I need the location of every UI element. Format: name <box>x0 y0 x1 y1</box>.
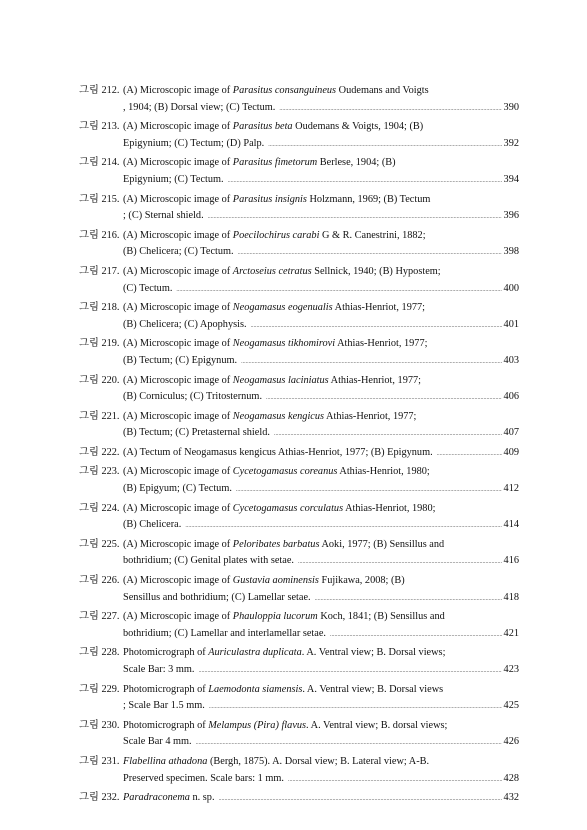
caption-line <box>123 698 519 716</box>
dot-leader <box>196 735 502 752</box>
caption-line <box>123 300 519 317</box>
figure-number: 그림 227. <box>79 611 120 623</box>
caption-text: Athias-Henriot, 1977; <box>324 410 417 422</box>
caption-text: Athias-Henriot, 1980; <box>343 502 436 514</box>
caption-text: (A) Microscopic image of <box>123 121 233 133</box>
species-name: Flabellina athadona <box>123 755 208 767</box>
figure-caption <box>123 682 519 716</box>
caption-text: (B) Chelicera; (C) Tectum. <box>123 246 234 258</box>
figure-entry <box>79 501 519 535</box>
page-number: 416 <box>503 555 519 567</box>
page-number: 401 <box>503 318 519 330</box>
figure-number: 그림 232. <box>79 792 120 804</box>
figure-number: 그림 226. <box>79 575 120 587</box>
caption-text: (A) Microscopic image of <box>123 338 233 350</box>
caption-text: Photomicrograph of <box>123 683 209 695</box>
species-name: Peloribates barbatus <box>232 538 320 550</box>
dot-leader <box>288 772 502 789</box>
figure-number: 그림 230. <box>79 719 120 731</box>
dot-leader <box>437 446 502 463</box>
figure-number: 그림 212. <box>79 85 120 96</box>
page-number: 412 <box>503 483 519 495</box>
figure-entry <box>79 119 519 153</box>
caption-text: bothridium; (C) Genital plates with setae. <box>123 555 295 567</box>
figure-caption <box>123 609 519 643</box>
figure-number: 그림 228. <box>79 647 120 659</box>
figure-caption <box>123 336 519 370</box>
figure-caption <box>123 464 519 498</box>
species-name: Cycetogamasus corculatus <box>232 502 344 514</box>
figure-list <box>79 83 519 810</box>
caption-text: Aoki, 1977; (B) Sensillus and <box>319 538 445 550</box>
page-number: 418 <box>503 591 519 603</box>
dot-leader <box>228 173 502 190</box>
dot-leader <box>208 209 502 226</box>
figure-number: 그림 215. <box>79 193 120 205</box>
figure-number: 그림 219. <box>79 338 120 350</box>
dot-leader <box>315 591 502 608</box>
caption-line <box>123 353 519 371</box>
figure-number: 그림 222. <box>79 446 120 458</box>
figure-caption <box>123 300 519 334</box>
figure-entry <box>79 264 519 298</box>
figure-entry <box>79 682 519 716</box>
caption-text: Photomicrograph of <box>123 647 209 659</box>
caption-line <box>123 264 519 281</box>
caption-line <box>123 501 519 518</box>
page-number: 396 <box>503 210 519 222</box>
caption-text: Epigynium; (C) Tectum. <box>123 173 224 185</box>
caption-text: (B) Epigyum; (C) Tectum. <box>123 483 232 495</box>
figure-caption <box>123 718 519 752</box>
caption-line <box>123 771 519 789</box>
figure-entry <box>79 228 519 262</box>
species-name: Neogamasus kengicus <box>232 410 325 422</box>
caption-text: ; Scale Bar 1.5 mm. <box>123 700 205 712</box>
caption-text: Athias-Henriot, 1977; <box>332 302 426 314</box>
page-number: 414 <box>503 519 519 531</box>
figure-caption <box>123 790 519 808</box>
caption-text: (A) Microscopic image of <box>123 611 233 623</box>
figure-number: 그림 218. <box>79 302 120 314</box>
caption-text: (A) Microscopic image of <box>123 575 233 587</box>
caption-text: . A. Ventral view; B. dorsal views; <box>306 719 448 731</box>
species-name: Neogamasus tikhomirovi <box>232 338 336 350</box>
figure-caption <box>123 228 519 262</box>
dot-leader <box>251 318 502 335</box>
page-number: 407 <box>503 427 519 439</box>
figure-caption <box>123 754 519 788</box>
page-number: 421 <box>503 627 519 639</box>
figure-entry <box>79 790 519 808</box>
figure-number: 그림 221. <box>79 410 120 422</box>
caption-text: Athias-Henriot, 1980; <box>337 466 430 478</box>
caption-line <box>123 682 519 699</box>
caption-text: Koch, 1841; (B) Sensillus and <box>317 611 445 623</box>
species-name: Parasitus insignis <box>232 193 307 205</box>
figure-number: 그림 229. <box>79 683 120 695</box>
caption-text: (B) Chelicera; (C) Apophysis. <box>123 318 247 330</box>
figure-caption <box>123 264 519 298</box>
species-name: Phauloppia lucorum <box>232 611 318 623</box>
dot-leader <box>279 101 501 118</box>
caption-text: (A) Microscopic image of <box>123 466 233 478</box>
caption-text: Scale Bar: 3 mm. <box>123 664 195 675</box>
caption-line <box>123 317 519 335</box>
dot-leader <box>209 699 502 716</box>
caption-text: (A) Microscopic image of <box>123 229 233 241</box>
caption-line <box>123 409 519 426</box>
caption-line <box>123 517 519 535</box>
caption-line <box>123 425 519 443</box>
page-number: 394 <box>503 173 519 185</box>
caption-text: Sensillus and bothridium; (C) Lamellar setae. <box>123 591 311 603</box>
caption-text: (A) Microscopic image of <box>123 302 233 314</box>
caption-line <box>123 208 519 226</box>
figure-number: 그림 225. <box>79 538 120 550</box>
caption-line <box>123 445 519 463</box>
page-number: 426 <box>503 736 519 748</box>
caption-text: (A) Tectum of Neogamasus kengicus Athias-Henriot, 1977; (B) Epigynum. <box>123 446 433 458</box>
figure-entry <box>79 409 519 443</box>
species-name: Parasitus beta <box>232 121 293 133</box>
caption-line <box>123 228 519 245</box>
figure-caption <box>123 501 519 535</box>
caption-line <box>123 790 519 808</box>
caption-line <box>123 481 519 499</box>
caption-text: (A) Microscopic image of <box>123 410 233 422</box>
caption-text: Epigynium; (C) Tectum; (D) Palp. <box>123 137 265 149</box>
figure-caption <box>123 445 519 463</box>
caption-text: (A) Microscopic image of <box>123 538 233 550</box>
caption-text: Fujikawa, 2008; (B) <box>318 575 405 587</box>
page-number: 390 <box>503 101 519 113</box>
figure-entry <box>79 373 519 407</box>
figure-entry <box>79 464 519 498</box>
figure-number: 그림 217. <box>79 265 120 277</box>
page-number: 406 <box>503 391 519 403</box>
caption-text: Sellnick, 1940; (B) Hypostem; <box>311 265 441 277</box>
dot-leader <box>199 663 502 680</box>
species-name: Poecilochirus carabi <box>232 229 320 241</box>
caption-line <box>123 155 519 172</box>
caption-line <box>123 718 519 735</box>
figure-caption <box>123 373 519 407</box>
figure-caption <box>123 119 519 153</box>
caption-text: Oudemans and Voigts <box>336 85 429 96</box>
caption-text: , 1904; (B) Dorsal view; (C) Tectum. <box>123 101 276 113</box>
dot-leader <box>298 554 502 571</box>
caption-text: (A) Microscopic image of <box>123 85 233 96</box>
caption-line <box>123 645 519 662</box>
figure-entry <box>79 609 519 643</box>
figure-number: 그림 214. <box>79 157 120 169</box>
caption-text: Berlese, 1904; (B) <box>317 157 396 169</box>
dot-leader <box>219 791 502 808</box>
figure-entry <box>79 754 519 788</box>
page-number: 392 <box>503 137 519 149</box>
species-name: Laemodonta siamensis <box>208 683 303 695</box>
species-name: Paradraconema <box>123 792 190 804</box>
caption-line <box>123 754 519 771</box>
caption-line <box>123 119 519 136</box>
caption-line <box>123 626 519 644</box>
species-name: Arctoseius cetratus <box>232 265 312 277</box>
caption-line <box>123 734 519 752</box>
caption-line <box>123 336 519 353</box>
figure-caption <box>123 192 519 226</box>
caption-text: n. sp. <box>189 792 215 804</box>
caption-text: (A) Microscopic image of <box>123 502 233 514</box>
figure-caption <box>123 83 519 117</box>
caption-text: Athias-Henriot, 1977; <box>328 374 422 386</box>
figure-entry <box>79 192 519 226</box>
dot-leader <box>241 354 501 371</box>
dot-leader <box>330 627 502 644</box>
figure-caption <box>123 155 519 189</box>
caption-text: (A) Microscopic image of <box>123 193 233 205</box>
figure-number: 그림 213. <box>79 121 120 133</box>
caption-text: (B) Corniculus; (C) Tritosternum. <box>123 391 263 403</box>
caption-line <box>123 244 519 262</box>
species-name: Parasitus fimetorum <box>232 157 318 169</box>
page-number: 409 <box>503 446 519 458</box>
caption-line <box>123 192 519 209</box>
caption-text: (B) Tectum; (C) Epigynum. <box>123 354 238 366</box>
dot-leader <box>236 482 502 499</box>
figure-number: 그림 220. <box>79 374 120 386</box>
figure-number: 그림 231. <box>79 755 120 767</box>
caption-line <box>123 464 519 481</box>
figure-caption <box>123 573 519 607</box>
figure-entry <box>79 300 519 334</box>
page-number: 423 <box>503 664 519 675</box>
page-number: 425 <box>503 700 519 712</box>
caption-text: (Bergh, 1875). A. Dorsal view; B. Lateral view; A-B. <box>207 755 430 767</box>
dot-leader <box>266 390 502 407</box>
caption-text: (B) Tectum; (C) Pretasternal shield. <box>123 427 270 439</box>
species-name: Gustavia aominensis <box>232 575 319 587</box>
caption-line <box>123 172 519 190</box>
caption-line <box>123 83 519 100</box>
caption-text: Scale Bar 4 mm. <box>123 736 192 748</box>
dot-leader <box>238 245 502 262</box>
caption-line <box>123 537 519 554</box>
species-name: Neogamasus eogenualis <box>232 302 333 314</box>
caption-line <box>123 609 519 626</box>
caption-line <box>123 553 519 571</box>
caption-text: (B) Chelicera. <box>123 519 182 531</box>
figure-entry <box>79 537 519 571</box>
caption-line <box>123 389 519 407</box>
page-number: 400 <box>503 282 519 294</box>
caption-line <box>123 373 519 390</box>
caption-text: (C) Tectum. <box>123 282 173 294</box>
caption-text: (A) Microscopic image of <box>123 374 233 386</box>
species-name: Auriculastra duplicata <box>208 647 302 659</box>
caption-text: . A. Ventral view; B. Dorsal views; <box>301 647 446 659</box>
caption-text: Holzmann, 1969; (B) Tectum <box>306 193 431 205</box>
caption-text: Oudemans & Voigts, 1904; (B) <box>292 121 424 133</box>
figure-entry <box>79 573 519 607</box>
figure-entry <box>79 718 519 752</box>
caption-line <box>123 590 519 608</box>
figure-entry <box>79 645 519 679</box>
caption-line <box>123 573 519 590</box>
figure-caption <box>123 537 519 571</box>
figure-entry <box>79 445 519 463</box>
caption-text: G & R. Canestrini, 1882; <box>319 229 426 241</box>
caption-text: (A) Microscopic image of <box>123 265 233 277</box>
figure-number: 그림 223. <box>79 466 120 478</box>
caption-text: (A) Microscopic image of <box>123 157 233 169</box>
page-number: 432 <box>503 792 519 804</box>
caption-line <box>123 136 519 154</box>
caption-line <box>123 662 519 680</box>
page-number: 428 <box>503 772 519 784</box>
figure-entry <box>79 155 519 189</box>
page-number: 403 <box>503 354 519 366</box>
caption-line <box>123 281 519 299</box>
dot-leader <box>268 137 501 154</box>
dot-leader <box>176 282 501 299</box>
dot-leader <box>274 426 502 443</box>
figure-number: 그림 224. <box>79 502 120 514</box>
caption-text: bothridium; (C) Lamellar and interlamellar setae. <box>123 627 327 639</box>
species-name: Neogamasus laciniatus <box>232 374 329 386</box>
species-name: Parasitus consanguineus <box>232 85 337 96</box>
caption-line <box>123 100 519 118</box>
species-name: Melampus (Pira) flavus <box>208 719 307 731</box>
figure-entry <box>79 336 519 370</box>
figure-caption <box>123 409 519 443</box>
caption-text: ; (C) Sternal shield. <box>123 210 204 222</box>
caption-text: Athias-Henriot, 1977; <box>335 338 428 350</box>
species-name: Cycetogamasus coreanus <box>232 466 338 478</box>
figure-number: 그림 216. <box>79 229 120 241</box>
caption-text: . A. Ventral view; B. Dorsal views <box>302 683 444 695</box>
dot-leader <box>185 518 501 535</box>
caption-text: Preserved specimen. Scale bars: 1 mm. <box>123 772 284 784</box>
caption-text: Photomicrograph of <box>123 719 209 731</box>
figure-caption <box>123 645 519 679</box>
page-number: 398 <box>503 246 519 258</box>
figure-entry <box>79 83 519 117</box>
